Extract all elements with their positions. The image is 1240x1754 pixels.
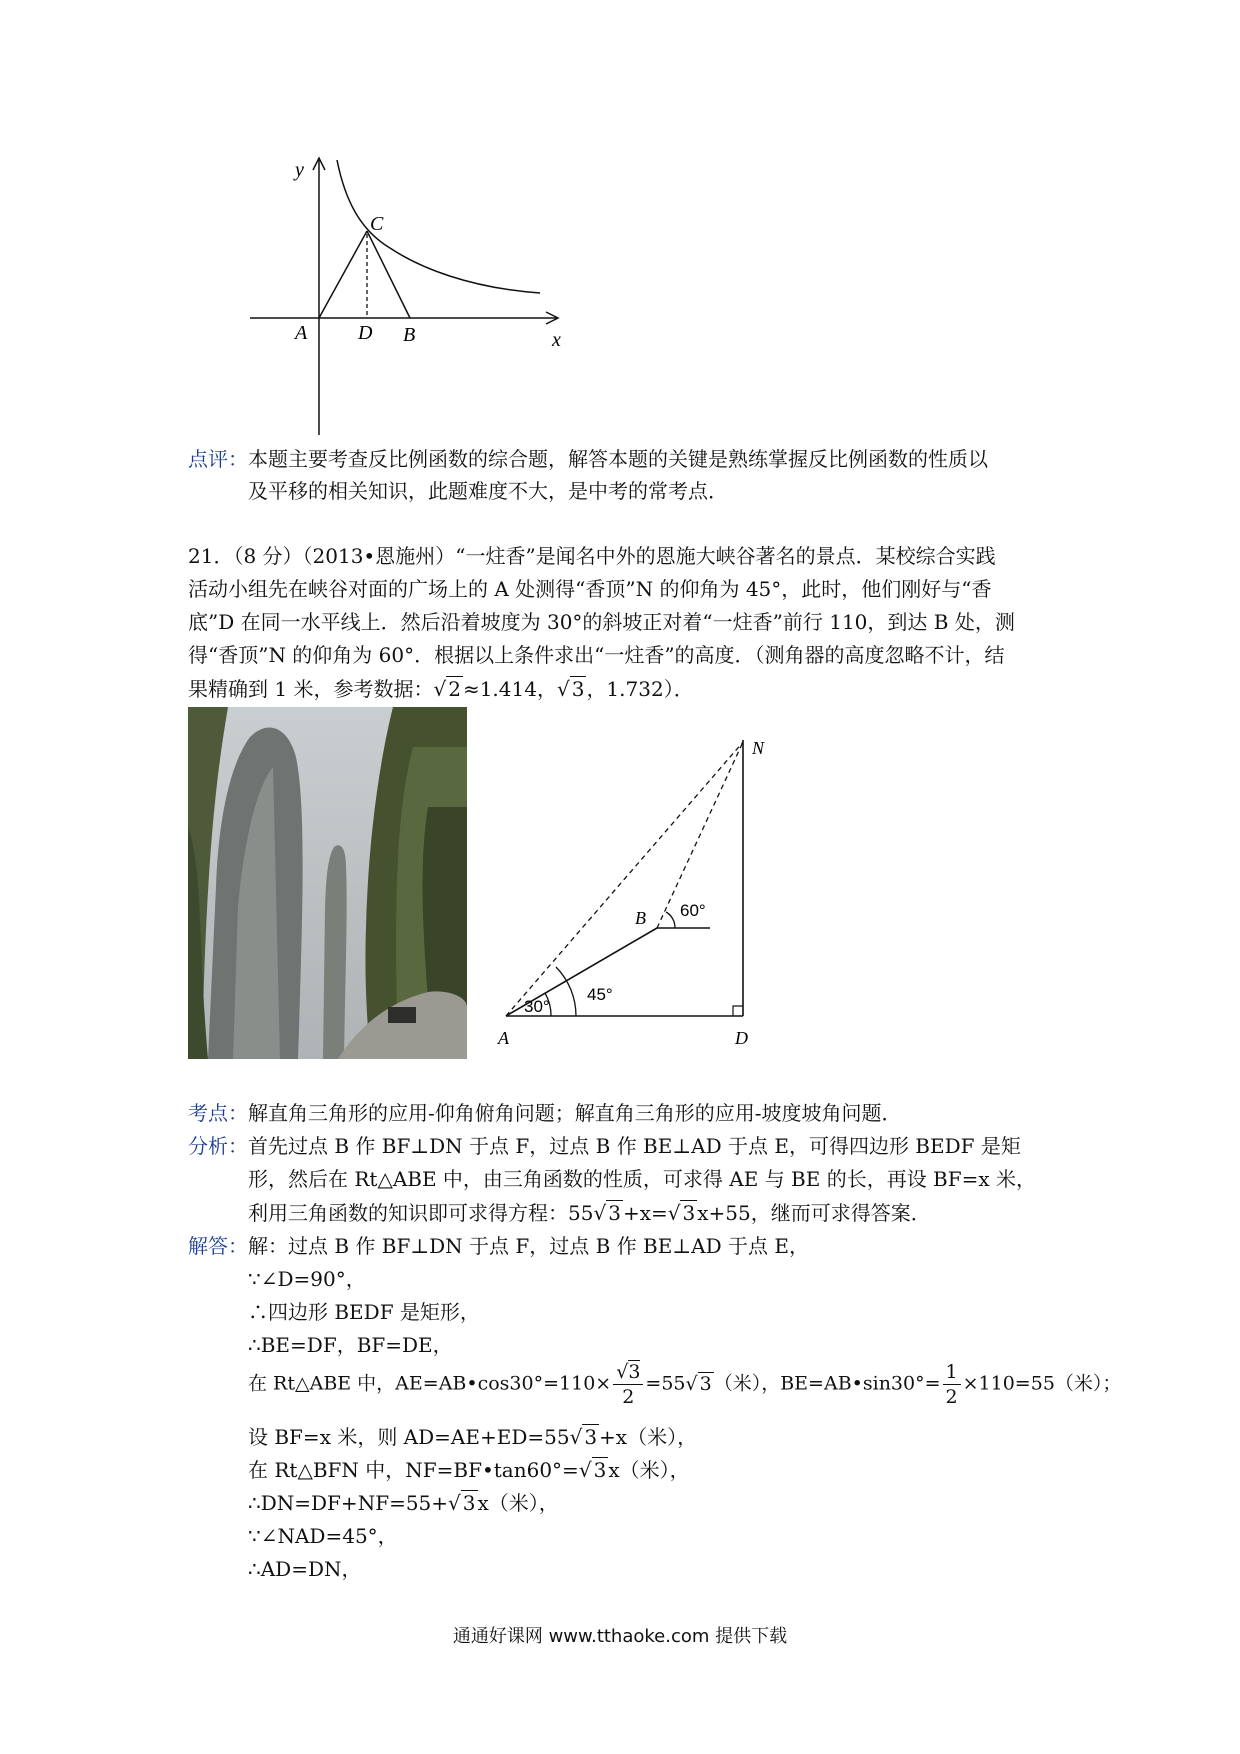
- jieda-line-5: 在 Rt△ABE 中，AE=AB•cos30°=110× $\frac{√3}{2}$ =55√ 3 （米），BE=AB•sin30°= $\frac{1}{2}$ ×110=55（米）；: [248, 1361, 1122, 1408]
- footer-text: 通通好课网 www.tthaoke.com 提供下载: [452, 1626, 788, 1647]
- jieda-line-7: 在 Rt△BFN 中，NF=BF•tan60°=√ 3 x（米），: [248, 1458, 690, 1482]
- jieda-line-10: ∴AD=DN，: [248, 1557, 362, 1581]
- angle-60-label: 60°: [680, 901, 706, 920]
- jieda-line-4: ∴BE=DF，BF=DE，: [248, 1333, 453, 1357]
- function-graph: [240, 150, 580, 440]
- point-b-label: B: [403, 324, 416, 346]
- jieda-line-1: 解答：解：过点 B 作 BF⊥DN 于点 F，过点 B 作 BE⊥AD 于点 E，: [188, 1234, 809, 1258]
- comment-label: 点评：: [188, 447, 248, 471]
- point-b-label-2: B: [635, 908, 646, 928]
- axis-x-label: x: [552, 329, 561, 351]
- jieda-line-2: ∵∠D=90°，: [248, 1267, 366, 1291]
- angle-30-label: 30°: [524, 997, 550, 1016]
- hyperbola-curve: [337, 160, 540, 293]
- kaodian-line: 考点：解直角三角形的应用-仰角俯角问题；解直角三角形的应用-坡度坡角问题．: [188, 1101, 902, 1125]
- problem-line-5: 果精确到 1 米，参考数据：√ 2 ≈1.414，√ 3 ，1.732）．: [188, 677, 694, 701]
- scenery-image: [188, 707, 467, 1059]
- fenxi-line-3: 利用三角函数的知识即可求得方程：55√ 3 +x=√ 3 x+55，继而可求得答案．: [248, 1201, 931, 1225]
- axis-y-label: y: [295, 159, 304, 181]
- problem-line-1: 21．（8 分）（2013•恩施州）“一炷香”是闻名中外的恩施大峡谷著名的景点．某校综合实践: [188, 544, 996, 568]
- scenery-photo: [188, 707, 467, 1059]
- comment-line-2: 及平移的相关知识，此题难度不大，是中考的常考点．: [248, 479, 728, 503]
- problem-line-2: 活动小组先在峡谷对面的广场上的 A 处测得“香顶”N 的仰角为 45°，此时，他们刚好与“香: [188, 577, 992, 601]
- point-a-label: A: [295, 322, 308, 344]
- point-n-label: N: [752, 738, 765, 758]
- jieda-line-8: ∴DN=DF+NF=55+√ 3 x（米），: [248, 1491, 559, 1515]
- jieda-line-9: ∵∠NAD=45°，: [248, 1524, 398, 1548]
- fenxi-line-1: 分析：首先过点 B 作 BF⊥DN 于点 F，过点 B 作 BE⊥AD 于点 E，可得四边形 BEDF 是矩: [188, 1134, 1021, 1158]
- jieda-line-3: ∴四边形 BEDF 是矩形，: [248, 1300, 480, 1324]
- kaodian-label: 考点：: [188, 1101, 248, 1125]
- point-a-label-2: A: [498, 1028, 509, 1048]
- point-c-label: C: [370, 213, 384, 235]
- jieda-label: 解答：: [188, 1234, 248, 1258]
- point-d-label-2: D: [735, 1028, 748, 1048]
- problem-line-3: 底”D 在同一水平线上．然后沿着坡度为 30°的斜坡正对着“一炷香”前行 110，到达 B 处，测: [188, 610, 1015, 634]
- angle-diagram: [490, 730, 790, 1060]
- problem-line-4: 得“香顶”N 的仰角为 60°．根据以上条件求出“一炷香”的高度．（测角器的高度忽略不计，结: [188, 643, 1005, 667]
- fenxi-line-2: 形，然后在 Rt△ABE 中，由三角函数的性质，可求得 AE 与 BE 的长，再设 BF=x 米，: [248, 1167, 1037, 1191]
- jieda-line-6: 设 BF=x 米，则 AD=AE+ED=55√ 3 +x（米），: [248, 1425, 698, 1449]
- fenxi-label: 分析：: [188, 1134, 248, 1158]
- comment-line-1: 点评：本题主要考查反比例函数的综合题，解答本题的关键是熟练掌握反比例函数的性质以: [188, 447, 988, 471]
- point-d-label: D: [358, 322, 373, 344]
- angle-45-label: 45°: [587, 985, 613, 1004]
